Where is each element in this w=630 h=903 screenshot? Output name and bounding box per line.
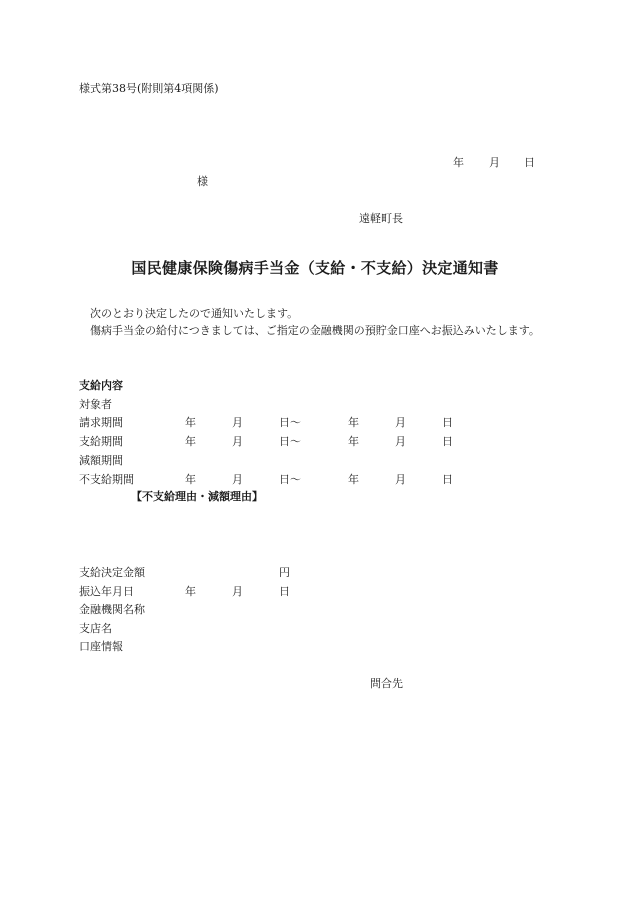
transfer-date-label: 振込年月日	[79, 585, 134, 598]
claim-end-year: 年	[348, 416, 359, 429]
form-number: 様式第38号(附則第4項関係)	[79, 82, 219, 95]
claim-start-month: 月	[232, 416, 243, 429]
amount-label: 支給決定金額	[79, 566, 145, 579]
payment-end-year: 年	[348, 435, 359, 448]
date-month-label: 月	[489, 156, 500, 169]
payment-period-label: 支給期間	[79, 435, 123, 448]
claim-end-day: 日	[442, 416, 453, 429]
payment-start-month: 月	[232, 435, 243, 448]
date-year-label: 年	[453, 156, 464, 169]
transfer-year: 年	[185, 585, 196, 598]
reason-label: 【不支給理由・減額理由】	[131, 490, 263, 503]
contact-label: 問合先	[370, 677, 403, 690]
branch-name-label: 支店名	[79, 622, 112, 635]
transfer-month: 月	[232, 585, 243, 598]
nonpayment-period-label: 不支給期間	[79, 473, 134, 486]
payment-start-year: 年	[185, 435, 196, 448]
issuer: 遠軽町長	[359, 212, 403, 225]
recipient-suffix: 様	[197, 175, 208, 188]
body-line-1: 次のとおり決定したので通知いたします。	[90, 307, 299, 320]
payment-end-day: 日	[442, 435, 453, 448]
account-info-label: 口座情報	[79, 640, 123, 653]
claim-start-year: 年	[185, 416, 196, 429]
claim-start-day: 日～	[279, 416, 301, 429]
claim-end-month: 月	[395, 416, 406, 429]
page-title: 国民健康保険傷病手当金（支給・不支給）決定通知書	[131, 259, 499, 277]
date-day-label: 日	[524, 156, 535, 169]
target-person-label: 対象者	[79, 398, 112, 411]
nonpayment-end-day: 日	[442, 473, 453, 486]
section-heading: 支給内容	[79, 379, 123, 392]
nonpayment-start-year: 年	[185, 473, 196, 486]
nonpayment-end-year: 年	[348, 473, 359, 486]
payment-end-month: 月	[395, 435, 406, 448]
transfer-day: 日	[279, 585, 290, 598]
body-line-2: 傷病手当金の給付につきましては、ご指定の金融機関の預貯金口座へお振込みいたします。	[90, 324, 540, 337]
yen-unit: 円	[279, 566, 290, 579]
nonpayment-start-month: 月	[232, 473, 243, 486]
reduction-period-label: 減額期間	[79, 454, 123, 467]
nonpayment-end-month: 月	[395, 473, 406, 486]
nonpayment-start-day: 日～	[279, 473, 301, 486]
bank-name-label: 金融機関名称	[79, 603, 145, 616]
claim-period-label: 請求期間	[79, 416, 123, 429]
payment-start-day: 日～	[279, 435, 301, 448]
